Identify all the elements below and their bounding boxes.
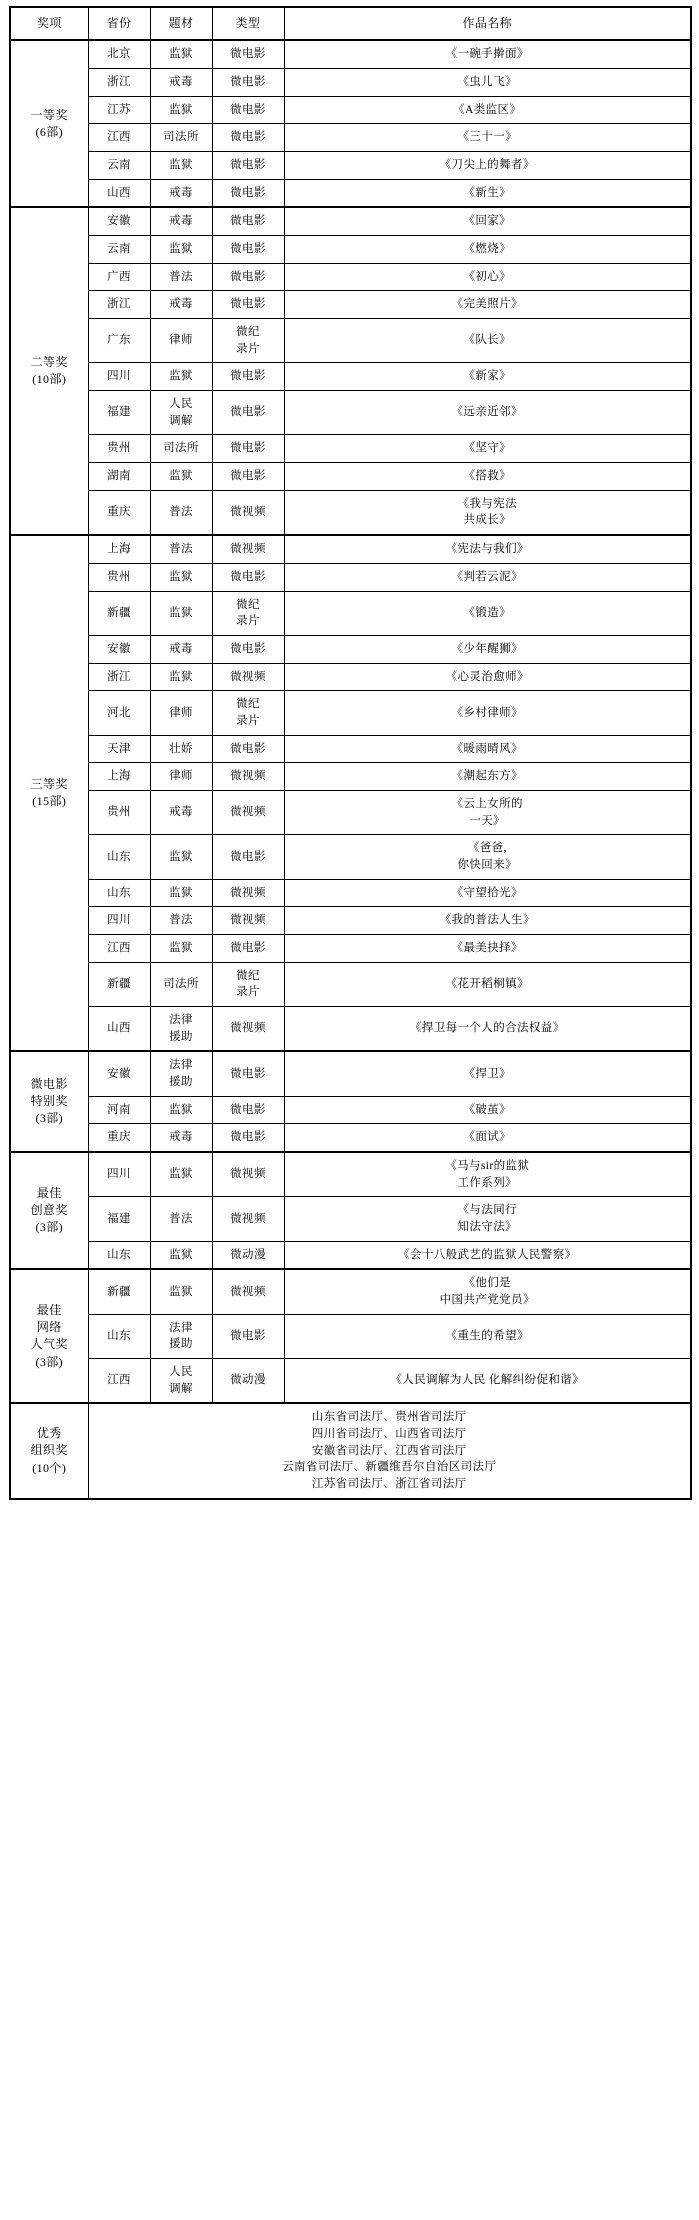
- cell-topic: 戒毒: [150, 1124, 212, 1152]
- cell-type: 微电影: [212, 236, 284, 264]
- cell-work-title: 《他们是 中国共产党党员》: [284, 1269, 691, 1314]
- cell-topic: 法律 援助: [150, 1314, 212, 1358]
- table-row: [10, 763, 691, 791]
- award-category-count: (3部): [35, 1354, 64, 1369]
- cell-type: 微电影: [212, 207, 284, 235]
- cell-work-title: 《捍卫》: [284, 1051, 691, 1096]
- cell-topic: 律师: [150, 691, 212, 735]
- table-row: [10, 535, 691, 563]
- cell-type: 微电影: [212, 563, 284, 591]
- cell-type: 微电影: [212, 391, 284, 435]
- cell-work-title: 《云上女所的 一天》: [284, 790, 691, 834]
- cell-province: 山西: [88, 179, 150, 207]
- cell-work-title: 《新生》: [284, 179, 691, 207]
- cell-work-title: 《我与宪法 共成长》: [284, 490, 691, 535]
- cell-type: 微视频: [212, 879, 284, 907]
- cell-work-title: 《坚守》: [284, 435, 691, 463]
- award-category-count: (3部): [35, 1220, 64, 1235]
- cell-work-title: 《刀尖上的舞者》: [284, 152, 691, 180]
- cell-topic: 戒毒: [150, 291, 212, 319]
- organization-award-line: 四川省司法厅、山西省司法厅: [311, 1428, 467, 1441]
- cell-province: 广东: [88, 319, 150, 363]
- cell-province: 新疆: [88, 1269, 150, 1314]
- cell-topic: 法律 援助: [150, 1006, 212, 1051]
- organization-award-line: 山东省司法厅、贵州省司法厅: [311, 1411, 467, 1424]
- cell-work-title: 《爸爸, 你快回来》: [284, 835, 691, 879]
- column-header-topic: 题材: [150, 7, 212, 40]
- cell-work-title: 《与法同行 知法守法》: [284, 1197, 691, 1241]
- cell-type: 微电影: [212, 69, 284, 97]
- cell-type: 微动漫: [212, 1359, 284, 1404]
- cell-topic: 律师: [150, 763, 212, 791]
- award-category-count: (10个): [32, 1460, 67, 1475]
- cell-type: 微视频: [212, 1269, 284, 1314]
- award-category-cell: [10, 207, 88, 535]
- cell-topic: 监狱: [150, 934, 212, 962]
- table-row: [10, 1051, 691, 1096]
- cell-province: 江西: [88, 1359, 150, 1404]
- cell-work-title: 《宪法与我们》: [284, 535, 691, 563]
- cell-topic: 监狱: [150, 463, 212, 491]
- cell-topic: 司法所: [150, 124, 212, 152]
- cell-work-title: 《暖雨晴风》: [284, 735, 691, 763]
- cell-province: 山东: [88, 879, 150, 907]
- table-row: [10, 391, 691, 435]
- cell-type: 微电影: [212, 435, 284, 463]
- award-category-name: 最佳 网络 人气奖: [30, 1302, 68, 1352]
- cell-topic: 律师: [150, 319, 212, 363]
- cell-province: 江西: [88, 124, 150, 152]
- cell-topic: 戒毒: [150, 179, 212, 207]
- cell-topic: 监狱: [150, 563, 212, 591]
- cell-province: 江西: [88, 934, 150, 962]
- cell-type: 微视频: [212, 790, 284, 834]
- cell-topic: 监狱: [150, 40, 212, 68]
- award-category-count: (6部): [35, 124, 64, 139]
- cell-topic: 普法: [150, 263, 212, 291]
- cell-work-title: 《回家》: [284, 207, 691, 235]
- cell-work-title: 《守望拾光》: [284, 879, 691, 907]
- cell-topic: 监狱: [150, 591, 212, 635]
- column-header-title: 作品名称: [284, 7, 691, 40]
- award-category-cell: [10, 1269, 88, 1403]
- table-row: [10, 1359, 691, 1404]
- award-category-cell: 优秀 组织奖 (10个): [10, 1403, 88, 1498]
- column-header-province: 省份: [88, 7, 150, 40]
- award-category-name: 最佳 创意奖: [30, 1185, 68, 1217]
- table-row: [10, 790, 691, 834]
- cell-province: 新疆: [88, 962, 150, 1006]
- column-header-type: 类型: [212, 7, 284, 40]
- cell-province: 浙江: [88, 69, 150, 97]
- column-header-award: 奖项: [10, 7, 88, 40]
- cell-type: 微视频: [212, 1152, 284, 1197]
- cell-work-title: 《最美抉择》: [284, 934, 691, 962]
- table-row: [10, 1152, 691, 1197]
- cell-type: 微电影: [212, 363, 284, 391]
- cell-province: 四川: [88, 1152, 150, 1197]
- cell-type: 微纪 录片: [212, 962, 284, 1006]
- table-row: [10, 1197, 691, 1241]
- table-row: [10, 907, 691, 935]
- cell-type: 微电影: [212, 1051, 284, 1096]
- award-category-count: (10部): [32, 372, 67, 387]
- cell-topic: 普法: [150, 535, 212, 563]
- cell-province: 河北: [88, 691, 150, 735]
- table-row-organization-award: [10, 1403, 691, 1498]
- cell-work-title: 《新家》: [284, 363, 691, 391]
- organization-award-line: 江苏省司法厅、浙江省司法厅: [311, 1478, 467, 1491]
- cell-type: 微视频: [212, 535, 284, 563]
- award-category-cell: [10, 1152, 88, 1269]
- cell-province: 山东: [88, 1241, 150, 1269]
- cell-work-title: 《人民调解为人民 化解纠纷促和谐》: [284, 1359, 691, 1404]
- cell-topic: 监狱: [150, 1152, 212, 1197]
- award-category-cell: [10, 535, 88, 1051]
- table-row: [10, 1124, 691, 1152]
- table-row: [10, 563, 691, 591]
- table-row: [10, 962, 691, 1006]
- cell-type: 微视频: [212, 1006, 284, 1051]
- table-row: [10, 435, 691, 463]
- cell-topic: 人民 调解: [150, 391, 212, 435]
- award-category-name: 微电影 特别奖: [30, 1076, 68, 1108]
- cell-province: 贵州: [88, 435, 150, 463]
- cell-type: 微纪 录片: [212, 319, 284, 363]
- cell-topic: 法律 援助: [150, 1051, 212, 1096]
- cell-work-title: 《一碗手擀面》: [284, 40, 691, 68]
- cell-province: 贵州: [88, 563, 150, 591]
- cell-type: 微视频: [212, 907, 284, 935]
- table-row: [10, 1096, 691, 1124]
- cell-work-title: 《重生的希望》: [284, 1314, 691, 1358]
- table-row: [10, 735, 691, 763]
- table-row: [10, 207, 691, 235]
- cell-work-title: 《乡村律师》: [284, 691, 691, 735]
- cell-type: 微纪 录片: [212, 691, 284, 735]
- cell-type: 微视频: [212, 763, 284, 791]
- cell-type: 微电影: [212, 124, 284, 152]
- cell-province: 安徽: [88, 1051, 150, 1096]
- cell-work-title: 《破茧》: [284, 1096, 691, 1124]
- table-row: [10, 835, 691, 879]
- cell-topic: 戒毒: [150, 69, 212, 97]
- cell-work-title: 《心灵治愈师》: [284, 663, 691, 691]
- table-row: [10, 1241, 691, 1269]
- cell-topic: 戒毒: [150, 635, 212, 663]
- cell-topic: 普法: [150, 907, 212, 935]
- table-row: [10, 934, 691, 962]
- award-category-name: 一等奖: [30, 107, 68, 122]
- cell-topic: 监狱: [150, 363, 212, 391]
- cell-province: 贵州: [88, 790, 150, 834]
- cell-province: 四川: [88, 363, 150, 391]
- cell-province: 新疆: [88, 591, 150, 635]
- table-row: [10, 96, 691, 124]
- cell-province: 山西: [88, 1006, 150, 1051]
- cell-topic: 监狱: [150, 1096, 212, 1124]
- cell-topic: 监狱: [150, 835, 212, 879]
- cell-topic: 监狱: [150, 152, 212, 180]
- cell-topic: 普法: [150, 1197, 212, 1241]
- table-row: [10, 40, 691, 68]
- award-category-count: (15部): [32, 794, 67, 809]
- cell-province: 广西: [88, 263, 150, 291]
- table-row: [10, 179, 691, 207]
- table-row: [10, 319, 691, 363]
- cell-topic: 监狱: [150, 96, 212, 124]
- cell-type: 微电影: [212, 291, 284, 319]
- award-category-name: 三等奖: [30, 776, 68, 791]
- cell-work-title: 《初心》: [284, 263, 691, 291]
- cell-province: 山东: [88, 835, 150, 879]
- cell-province: 云南: [88, 152, 150, 180]
- cell-topic: 戒毒: [150, 207, 212, 235]
- cell-topic: 普法: [150, 490, 212, 535]
- cell-topic: 监狱: [150, 663, 212, 691]
- award-category-cell: [10, 1051, 88, 1152]
- cell-type: 微电影: [212, 1124, 284, 1152]
- cell-province: 浙江: [88, 663, 150, 691]
- cell-topic: 人民 调解: [150, 1359, 212, 1404]
- cell-province: 福建: [88, 1197, 150, 1241]
- cell-province: 重庆: [88, 1124, 150, 1152]
- table-row: [10, 591, 691, 635]
- table-row: [10, 1314, 691, 1358]
- table-row: [10, 635, 691, 663]
- table-row: [10, 463, 691, 491]
- table-body: [10, 40, 691, 1498]
- award-category-count: (3部): [35, 1111, 64, 1126]
- cell-work-title: 《搭救》: [284, 463, 691, 491]
- cell-work-title: 《A类监区》: [284, 96, 691, 124]
- cell-type: 微视频: [212, 490, 284, 535]
- organization-award-line: 安徽省司法厅、江西省司法厅: [311, 1444, 467, 1457]
- cell-type: 微电影: [212, 263, 284, 291]
- cell-province: 江苏: [88, 96, 150, 124]
- cell-province: 上海: [88, 763, 150, 791]
- cell-topic: 监狱: [150, 1241, 212, 1269]
- cell-province: 湖南: [88, 463, 150, 491]
- cell-province: 安徽: [88, 635, 150, 663]
- table-row: [10, 879, 691, 907]
- cell-topic: 戒毒: [150, 790, 212, 834]
- table-row: [10, 663, 691, 691]
- cell-province: 浙江: [88, 291, 150, 319]
- cell-type: 微电影: [212, 835, 284, 879]
- table-row: [10, 691, 691, 735]
- cell-province: 云南: [88, 236, 150, 264]
- table-header: [10, 7, 691, 40]
- cell-work-title: 《我的普法人生》: [284, 907, 691, 935]
- cell-province: 安徽: [88, 207, 150, 235]
- cell-type: 微电影: [212, 463, 284, 491]
- cell-work-title: 《会十八般武艺的监狱人民警察》: [284, 1241, 691, 1269]
- cell-work-title: 《完美照片》: [284, 291, 691, 319]
- cell-province: 四川: [88, 907, 150, 935]
- cell-work-title: 《捍卫每一个人的合法权益》: [284, 1006, 691, 1051]
- cell-type: 微电影: [212, 1096, 284, 1124]
- cell-type: 微纪 录片: [212, 591, 284, 635]
- cell-type: 微电影: [212, 96, 284, 124]
- table-row: [10, 263, 691, 291]
- cell-province: 重庆: [88, 490, 150, 535]
- cell-work-title: 《三十一》: [284, 124, 691, 152]
- cell-province: 山东: [88, 1314, 150, 1358]
- cell-province: 上海: [88, 535, 150, 563]
- cell-work-title: 《花开稻桐镇》: [284, 962, 691, 1006]
- cell-work-title: 《少年醒狮》: [284, 635, 691, 663]
- cell-work-title: 《马与sir的监狱 工作系列》: [284, 1152, 691, 1197]
- award-table: [9, 6, 692, 1500]
- cell-work-title: 《锻造》: [284, 591, 691, 635]
- cell-type: 微电影: [212, 179, 284, 207]
- cell-topic: 壮娇: [150, 735, 212, 763]
- cell-work-title: 《判若云泥》: [284, 563, 691, 591]
- cell-province: 北京: [88, 40, 150, 68]
- cell-province: 河南: [88, 1096, 150, 1124]
- table-row: [10, 1269, 691, 1314]
- cell-type: 微电影: [212, 635, 284, 663]
- cell-work-title: 《燃烧》: [284, 236, 691, 264]
- table-header-row: [10, 7, 691, 40]
- cell-type: 微电影: [212, 40, 284, 68]
- table-row: [10, 236, 691, 264]
- award-category-cell: [10, 40, 88, 207]
- table-row: [10, 124, 691, 152]
- organization-award-line: 云南省司法厅、新疆维吾尔自治区司法厅: [282, 1461, 497, 1474]
- cell-work-title: 《队长》: [284, 319, 691, 363]
- cell-type: 微电影: [212, 735, 284, 763]
- cell-topic: 监狱: [150, 879, 212, 907]
- cell-type: 微视频: [212, 1197, 284, 1241]
- table-row: [10, 291, 691, 319]
- cell-province: 福建: [88, 391, 150, 435]
- cell-topic: 司法所: [150, 435, 212, 463]
- cell-province: 天津: [88, 735, 150, 763]
- cell-work-title: 《远亲近邻》: [284, 391, 691, 435]
- cell-topic: 司法所: [150, 962, 212, 1006]
- cell-type: 微电影: [212, 934, 284, 962]
- table-row: [10, 363, 691, 391]
- table-row: [10, 69, 691, 97]
- cell-type: 微电影: [212, 1314, 284, 1358]
- cell-topic: 监狱: [150, 1269, 212, 1314]
- cell-work-title: 《虫儿飞》: [284, 69, 691, 97]
- award-category-name: 二等奖: [30, 354, 68, 369]
- table-row: [10, 490, 691, 535]
- organization-award-list: [88, 1403, 691, 1498]
- cell-type: 微动漫: [212, 1241, 284, 1269]
- table-row: [10, 1006, 691, 1051]
- cell-work-title: 《面试》: [284, 1124, 691, 1152]
- table-row: [10, 152, 691, 180]
- cell-type: 微电影: [212, 152, 284, 180]
- cell-work-title: 《潮起东方》: [284, 763, 691, 791]
- cell-topic: 监狱: [150, 236, 212, 264]
- cell-type: 微视频: [212, 663, 284, 691]
